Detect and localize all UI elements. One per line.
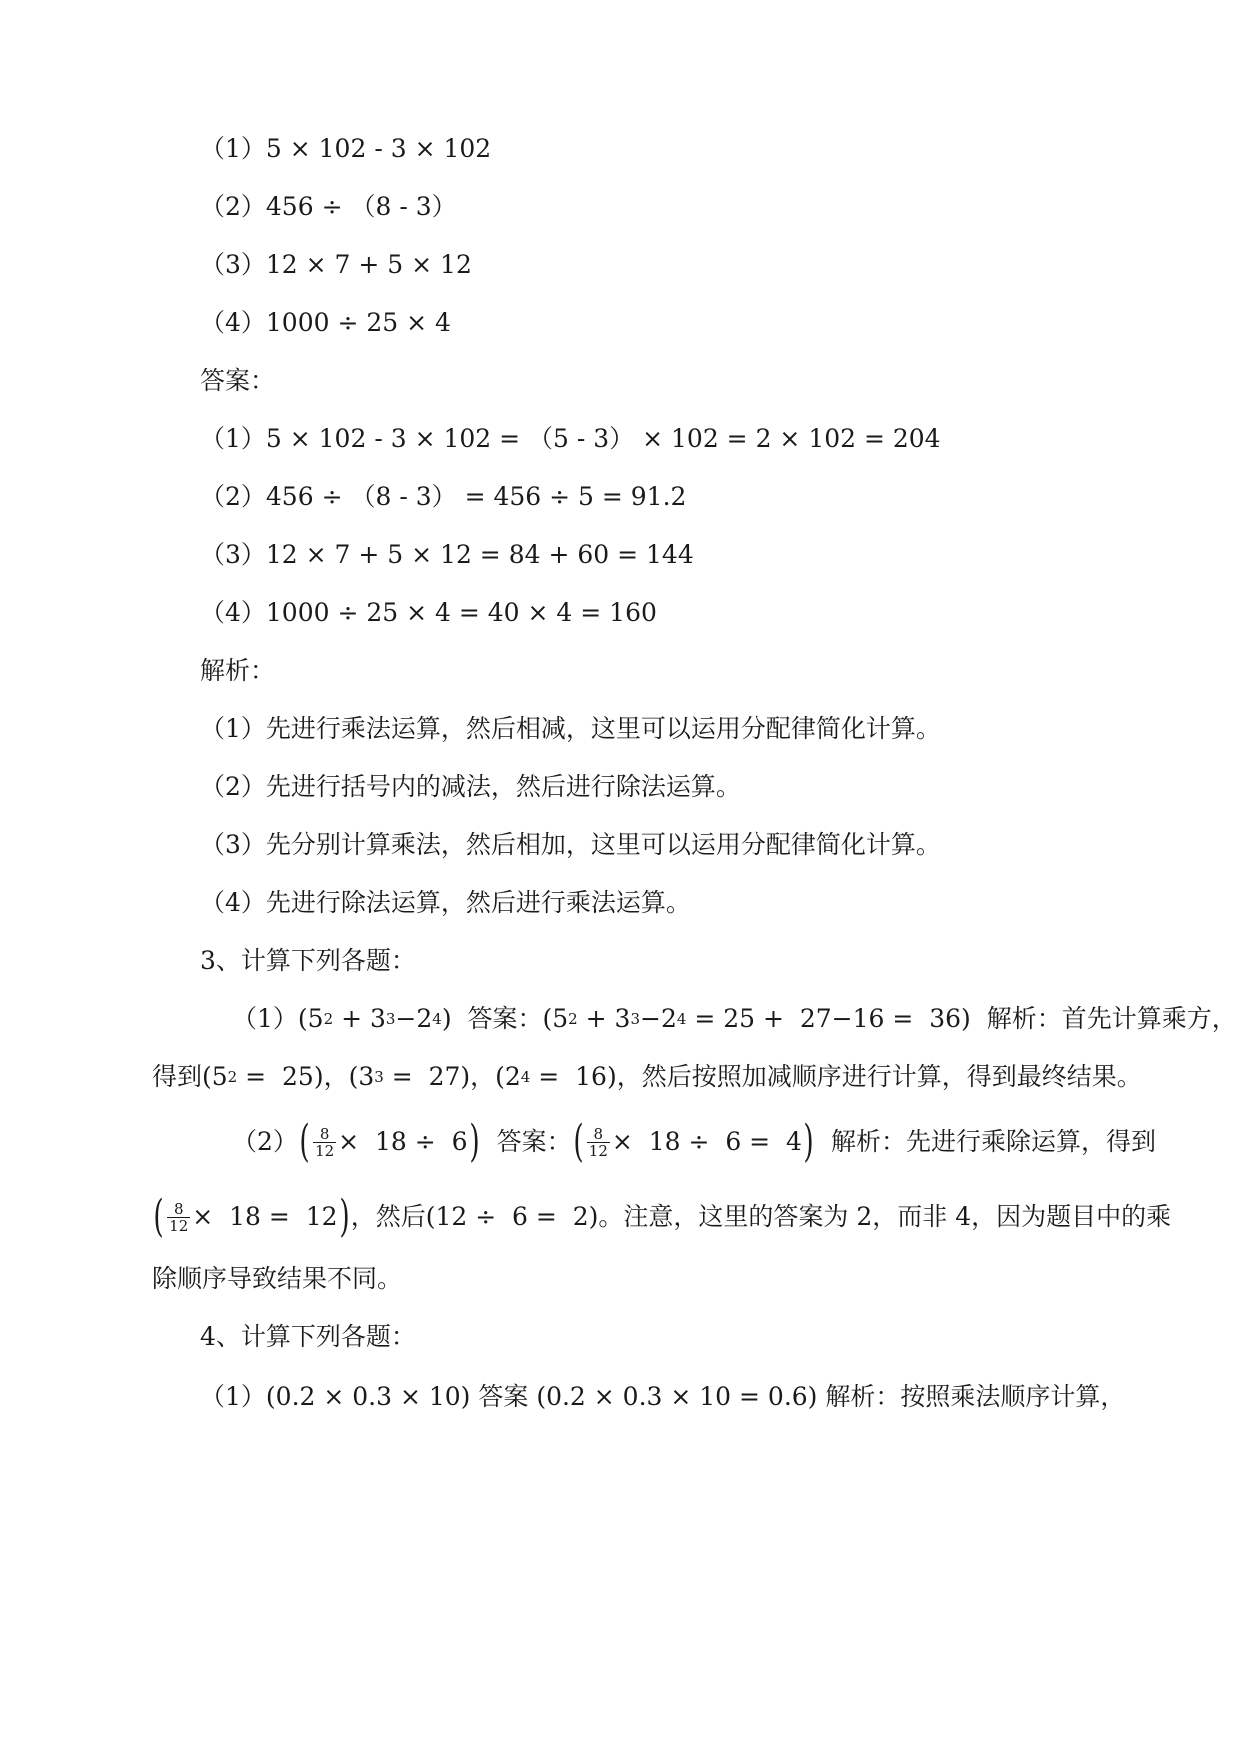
s3-ans-minus2: −2 xyxy=(640,1004,677,1033)
answer-label: 答案： xyxy=(200,366,276,395)
right-paren-icon: ) xyxy=(803,1116,814,1167)
fraction xyxy=(167,1201,190,1234)
left-paren-icon: ( xyxy=(299,1116,310,1167)
s3-analysis-tail: 解析：首先计算乘方， xyxy=(970,1004,1237,1033)
s3-close: ) xyxy=(441,1004,452,1033)
s3-item2-line2-tail: ，然后(12 ÷ 6 = 2)。注意，这里的答案为 2，而非 4，因为题目中的乘 xyxy=(350,1202,1172,1231)
frac-num: 8 xyxy=(173,1199,184,1218)
section3-item2-line2 xyxy=(152,1191,1172,1242)
answer-2: （2）456 ÷ （8 - 3） = 456 ÷ 5 = 91.2 xyxy=(200,482,687,511)
s3-l2b: = 25)，(3 xyxy=(237,1062,375,1091)
frac-den: 12 xyxy=(315,1141,335,1160)
s3-item2-answer xyxy=(572,1116,815,1167)
section3-item2-line3: 除顺序导致结果不同。 xyxy=(152,1264,403,1293)
s3-answer-tail: = 25 + 27−16 = 36) xyxy=(686,1004,971,1033)
analysis-3: （3）先分别计算乘法，然后相加，这里可以运用分配律简化计算。 xyxy=(200,830,941,859)
analysis-4: （4）先进行除法运算，然后进行乘法运算。 xyxy=(200,888,691,917)
fraction xyxy=(313,1126,336,1159)
s3-ans-plus3: + 3 xyxy=(577,1004,631,1033)
fraction xyxy=(587,1126,610,1159)
section3-item1-line1: （1） (5 2 + 3 3 −2 4 ) 答案： (5 2 + 3 3 −2 4 = 25 + 27−16 = 36) 解析：首先计算乘方， xyxy=(232,1002,1237,1036)
s3-item2-expr-text: × 18 ÷ 6 xyxy=(338,1127,468,1156)
s3-l2a: 得到(5 xyxy=(152,1062,228,1091)
section3-item1-line2: 得到(5 2 = 25)，(3 3 = 27)，(2 4 = 16)，然后按照加减顺序进行计算，得到最终结果。 xyxy=(152,1060,1142,1094)
s3-item2-expr xyxy=(298,1116,481,1167)
s3-item2-answer-text: × 18 ÷ 6 = 4 xyxy=(611,1127,802,1156)
left-paren-icon: ( xyxy=(153,1191,164,1242)
answer-1: （1）5 × 102 - 3 × 102 = （5 - 3） × 102 = 2 × 102 = 204 xyxy=(200,424,941,453)
answer-3: （3）12 × 7 + 5 × 12 = 84 + 60 = 144 xyxy=(200,540,694,569)
answer-4: （4）1000 ÷ 25 × 4 = 40 × 4 = 160 xyxy=(200,598,657,627)
section3-title: 3、计算下列各题： xyxy=(200,946,416,975)
section3-item2-line1 xyxy=(232,1116,1156,1167)
frac-den: 12 xyxy=(169,1216,189,1235)
section4-item1: （1）(0.2 × 0.3 × 10) 答案 (0.2 × 0.3 × 10 = 0.6) 解析：按照乘法顺序计算， xyxy=(200,1382,1126,1411)
s3-minus2: −2 xyxy=(395,1004,433,1033)
s3-plus3: + 3 xyxy=(333,1004,386,1033)
s3-l2d: = 16)，然后按照加减顺序进行计算，得到最终结果。 xyxy=(530,1062,1142,1091)
analysis-label: 解析： xyxy=(200,656,276,685)
section4-title: 4、计算下列各题： xyxy=(200,1322,416,1351)
s3-item2-analysis: 解析：先进行乘除运算，得到 xyxy=(815,1127,1156,1156)
analysis-2: （2）先进行括号内的减法，然后进行除法运算。 xyxy=(200,772,741,801)
problem-2: （2）456 ÷ （8 - 3） xyxy=(200,192,457,221)
s3-item2-answer-label: 答案： xyxy=(480,1127,572,1156)
s3-item2-line2-expr xyxy=(152,1191,351,1242)
problem-1: （1）5 × 102 - 3 × 102 xyxy=(200,134,492,163)
frac-num: 8 xyxy=(593,1124,604,1143)
s3-item2-line2-expr-text: × 18 = 12 xyxy=(192,1202,338,1231)
right-paren-icon: ) xyxy=(468,1116,480,1167)
s3-answer-label: 答案： xyxy=(451,1004,543,1033)
s3-l2c: = 27)，(2 xyxy=(383,1062,521,1091)
s3-item2-prefix: （2） xyxy=(232,1127,298,1156)
left-paren-icon: ( xyxy=(573,1116,584,1167)
problem-3: （3）12 × 7 + 5 × 12 xyxy=(200,250,472,279)
frac-den: 12 xyxy=(588,1141,608,1160)
problem-4: （4）1000 ÷ 25 × 4 xyxy=(200,308,451,337)
s3-expr-open: (5 xyxy=(297,1004,324,1033)
analysis-1: （1）先进行乘法运算，然后相减，这里可以运用分配律简化计算。 xyxy=(200,714,941,743)
s3-ans-open: (5 xyxy=(542,1004,569,1033)
frac-num: 8 xyxy=(319,1124,330,1143)
s3-item1-prefix: （1） xyxy=(232,1004,298,1033)
right-paren-icon: ) xyxy=(338,1191,350,1242)
